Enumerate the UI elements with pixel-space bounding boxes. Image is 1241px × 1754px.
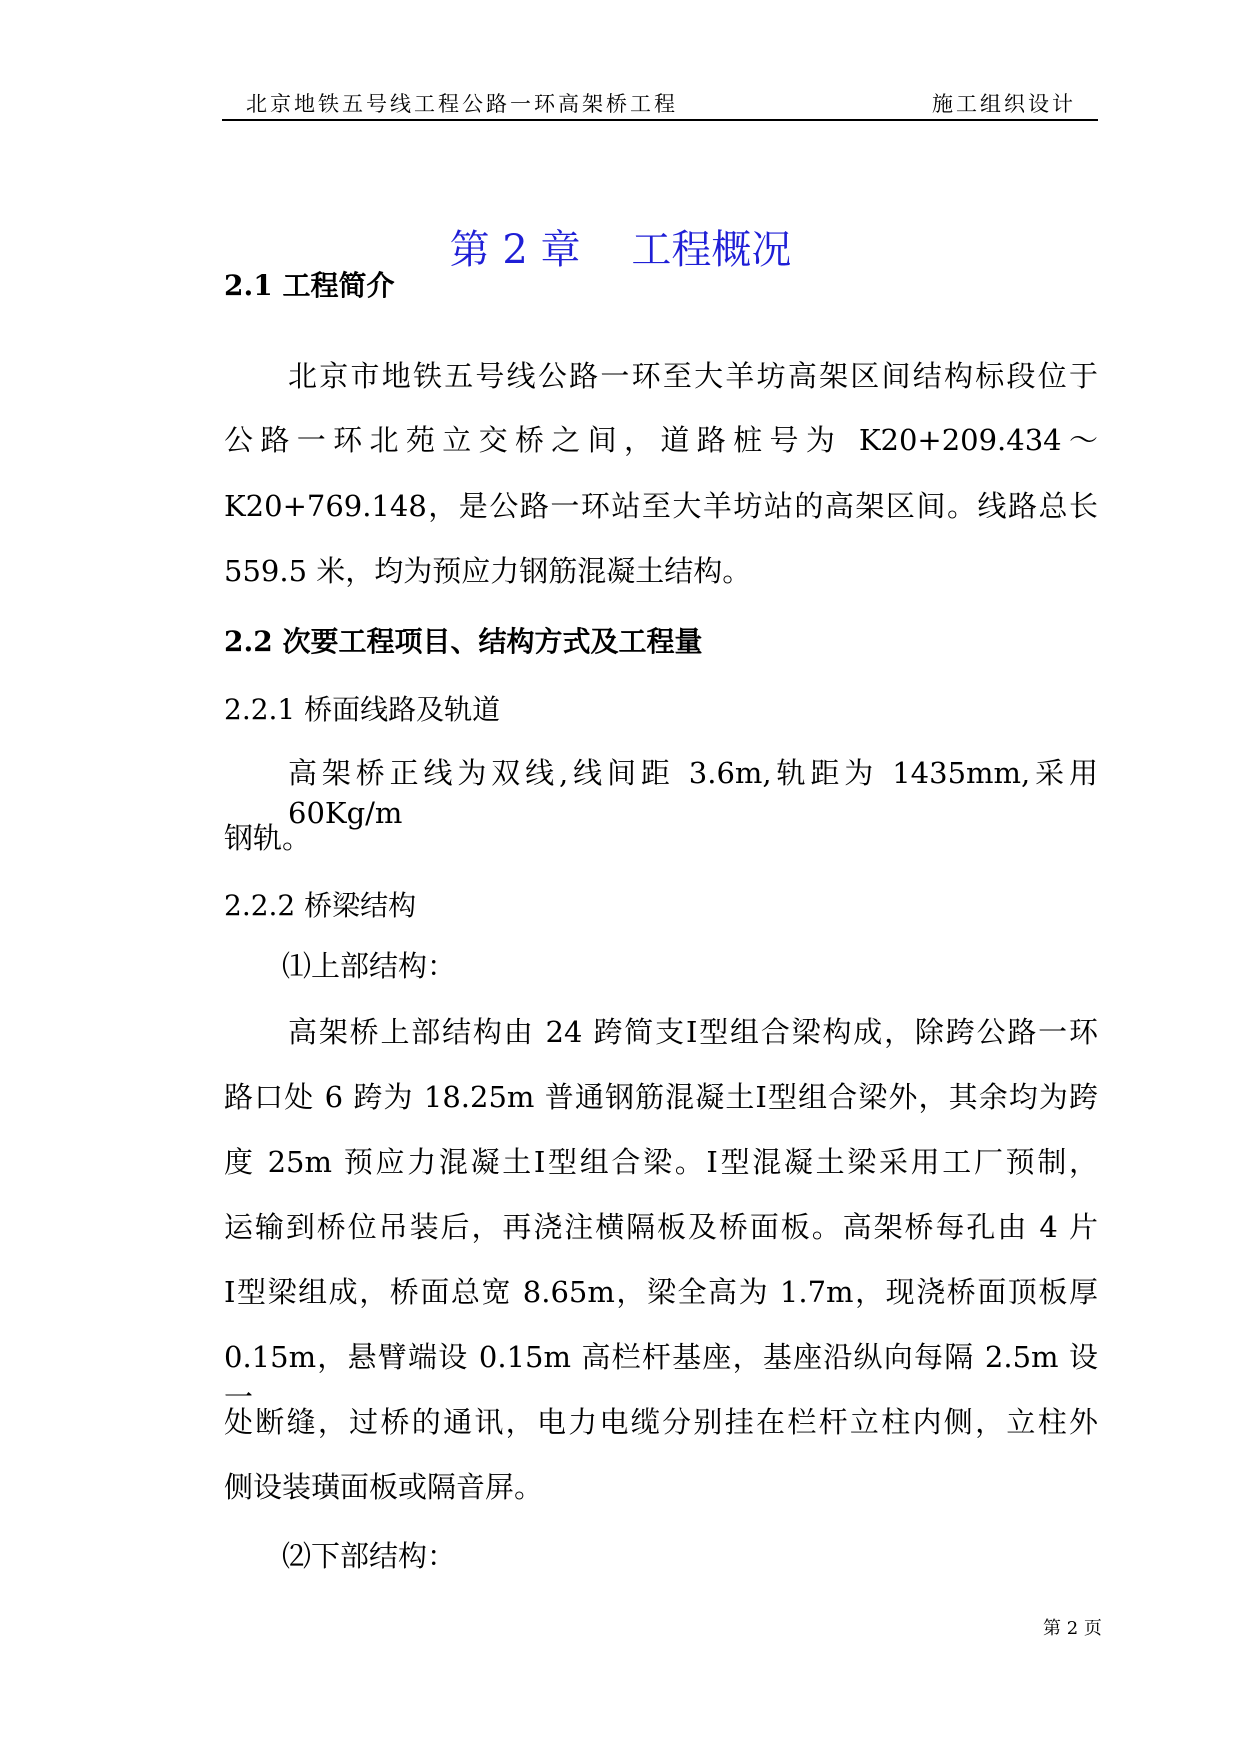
paragraph-line: K20+769.148，是公路一环站至大羊坊站的高架区间。线路总长: [224, 489, 1098, 523]
paragraph-line: 北京市地铁五号线公路一环至大羊坊高架区间结构标段位于: [288, 359, 1098, 393]
paragraph-line: 公路一环北苑立交桥之间，道路桩号为 K20+209.434～: [224, 423, 1098, 457]
section-heading-2-2: 2.2 次要工程项目、结构方式及工程量: [224, 625, 703, 658]
paragraph-line: 处断缝，过桥的通讯，电力电缆分别挂在栏杆立柱内侧，立柱外: [224, 1405, 1098, 1439]
upper-structure-label: ⑴上部结构：: [282, 949, 457, 983]
paragraph-line: 度 25m 预应力混凝土Ⅰ型组合梁。Ⅰ型混凝土梁采用工厂预制，: [224, 1145, 1098, 1179]
paragraph-line: 侧设装璜面板或隔音屏。: [224, 1470, 544, 1504]
header-divider: [222, 119, 1098, 121]
chapter-title: 第 2 章 工程概况: [449, 227, 792, 273]
paragraph-line: Ⅰ型梁组成，桥面总宽 8.65m，梁全高为 1.7m，现浇桥面顶板厚: [224, 1275, 1098, 1309]
subsection-heading-2-2-1: 2.2.1 桥面线路及轨道: [224, 693, 501, 726]
paragraph-line: 559.5 米，均为预应力钢筋混凝土结构。: [224, 554, 752, 588]
paragraph-line: 运输到桥位吊装后，再浇注横隔板及桥面板。高架桥每孔由 4 片: [224, 1210, 1098, 1244]
lower-structure-label: ⑵下部结构：: [282, 1539, 457, 1573]
section-heading-2-1: 2.1 工程简介: [224, 269, 395, 302]
paragraph-line: 钢轨。: [224, 821, 312, 855]
header-doc-type: 施工组织设计: [932, 92, 1076, 116]
paragraph-line: 高架桥正线为双线,线间距 3.6m,轨距为 1435mm,采用 60Kg/m: [288, 756, 1098, 830]
page-header: [222, 84, 1098, 118]
page-number: 第 2 页: [1043, 1618, 1102, 1639]
subsection-heading-2-2-2: 2.2.2 桥梁结构: [224, 889, 417, 922]
paragraph-line: 高架桥上部结构由 24 跨简支Ⅰ型组合梁构成，除跨公路一环: [288, 1015, 1098, 1049]
paragraph-line: 路口处 6 跨为 18.25m 普通钢筋混凝土Ⅰ型组合梁外，其余均为跨: [224, 1080, 1098, 1114]
header-project-title: 北京地铁五号线工程公路一环高架桥工程: [246, 92, 678, 116]
paragraph-line: 0.15m，悬臂端设 0.15m 高栏杆基座，基座沿纵向每隔 2.5m 设一: [224, 1340, 1098, 1414]
